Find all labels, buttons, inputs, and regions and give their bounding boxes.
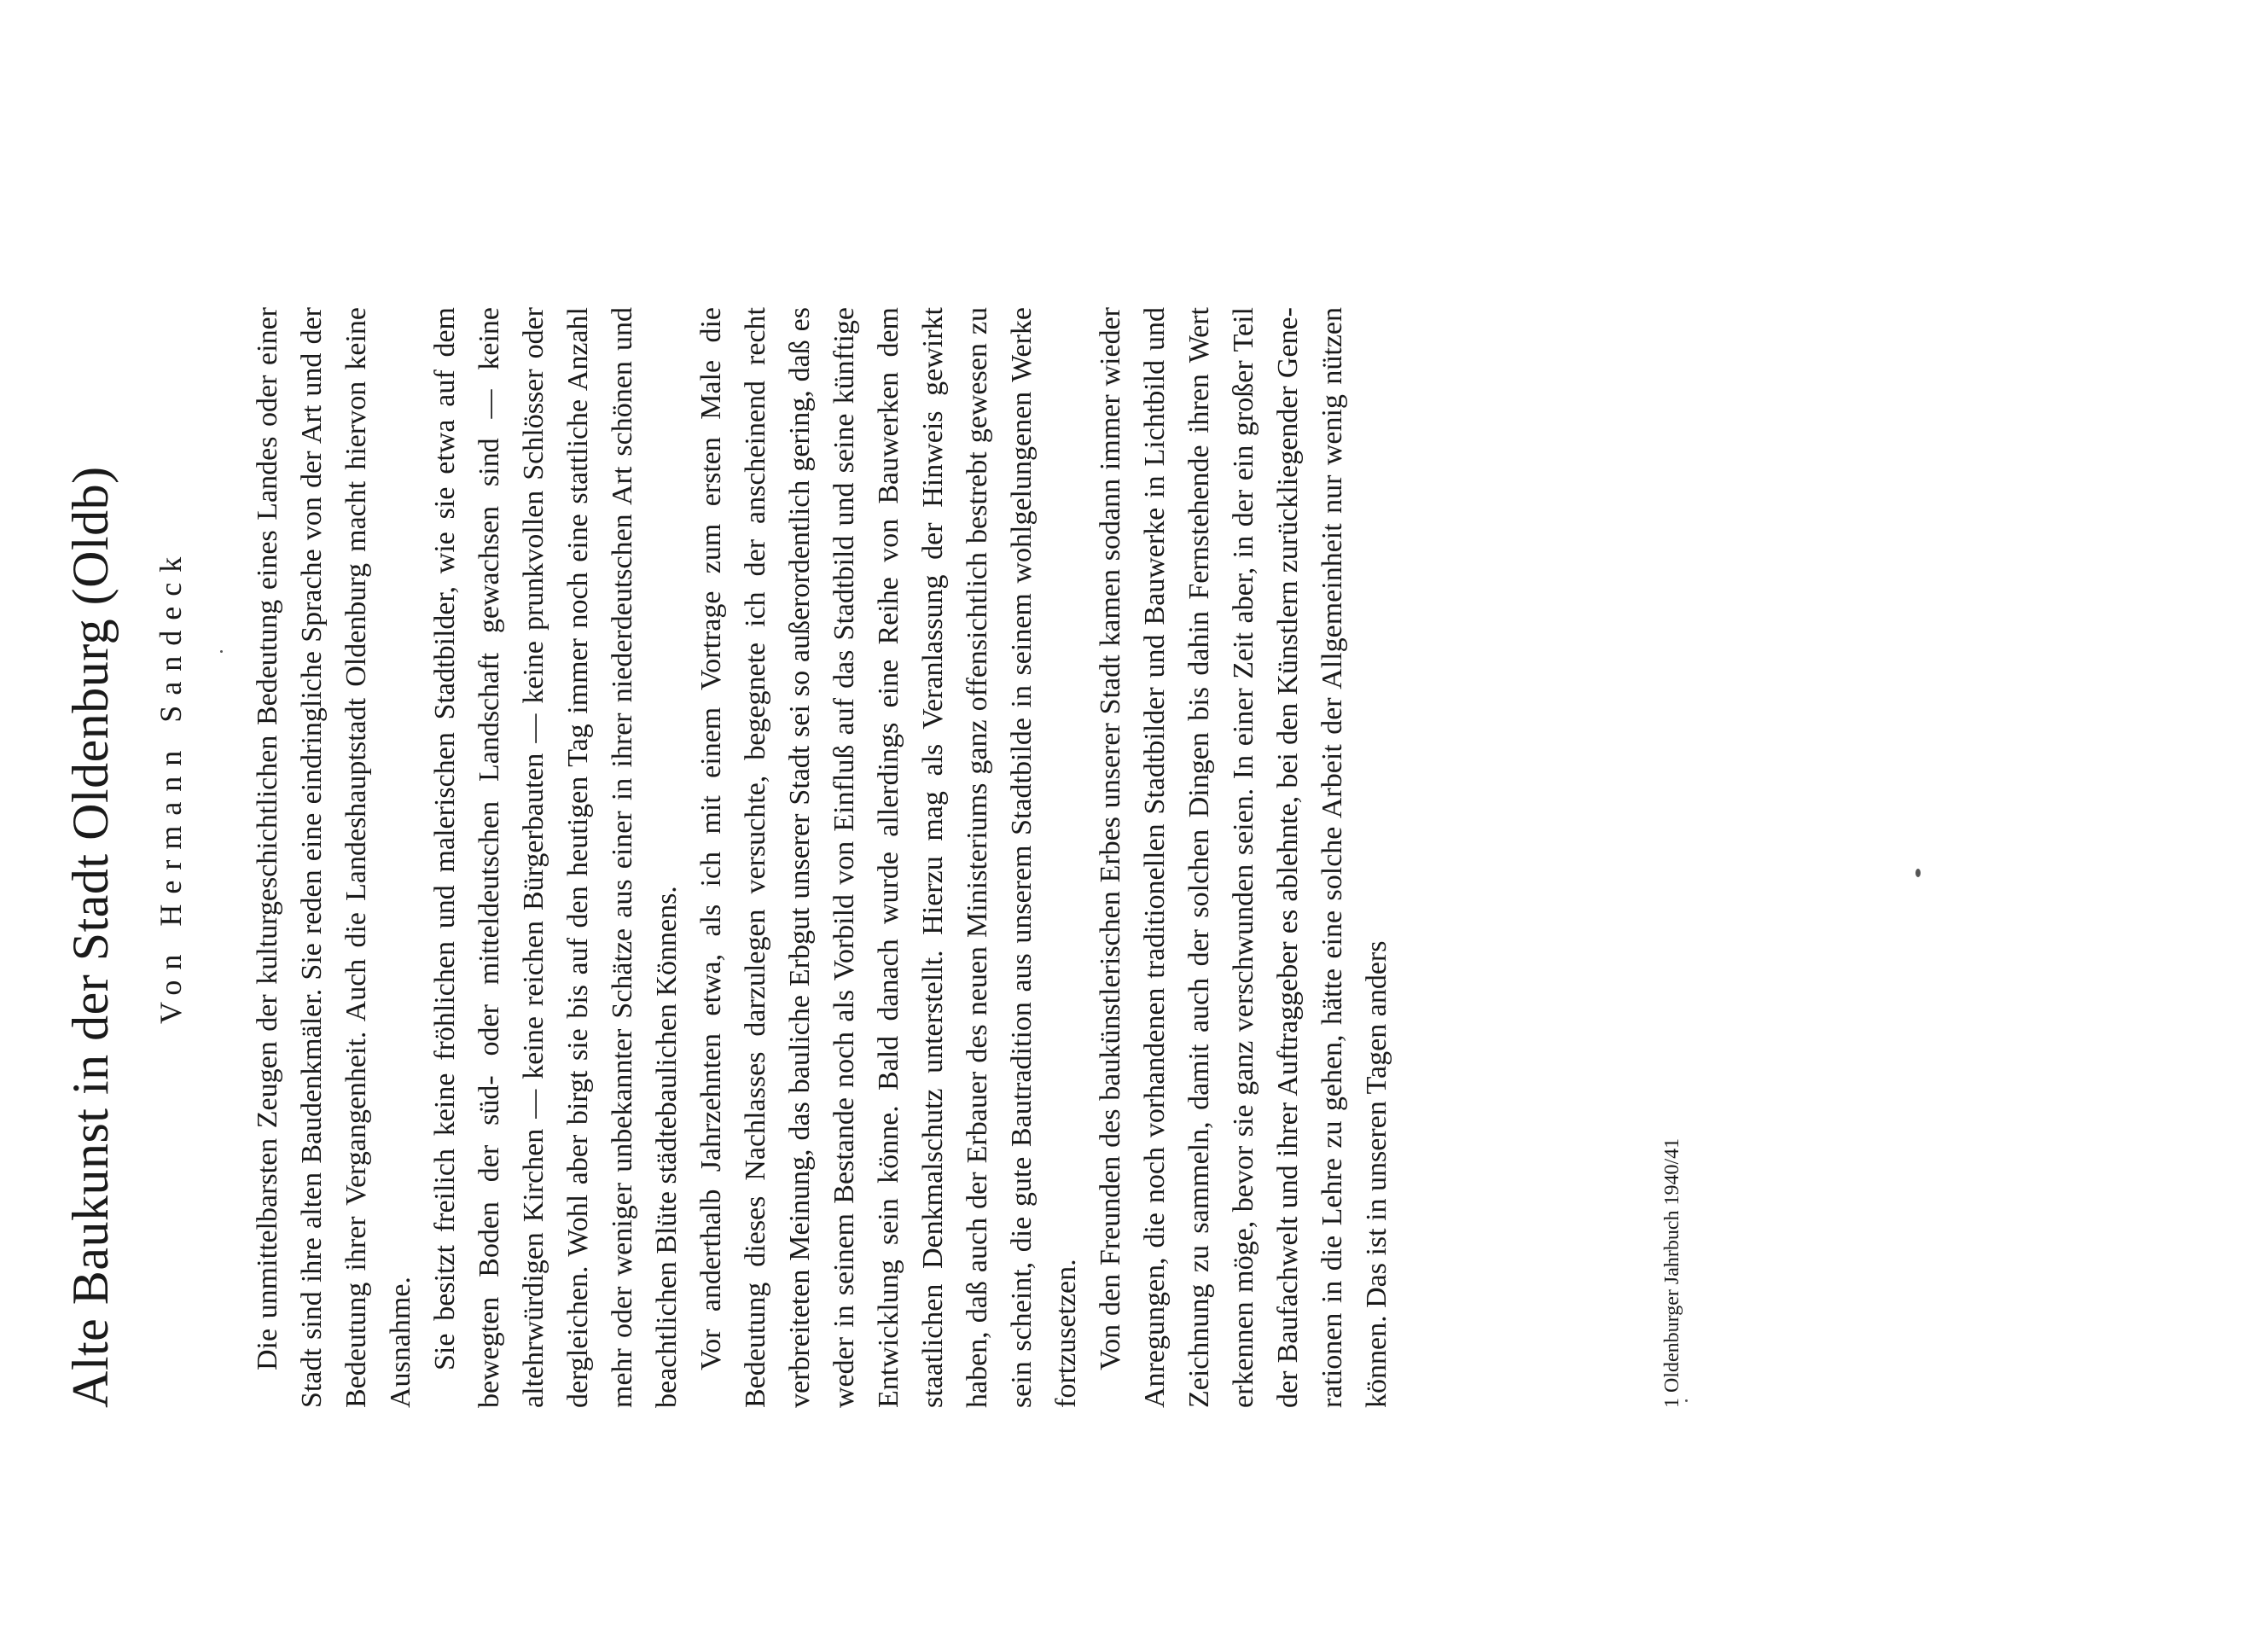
- paragraph-2: Sie besitzt freilich keine fröhlichen und malerischen Stadtbilder, wie sie etwa auf dem bewegten Boden der süd- oder mitteldeutschen Landschaft gewachsen sind — keine altehrwürdigen Kirchen — keine reichen Bürgerbauten — keine prunkvollen Schlösser oder dergleichen. Wohl aber birgt sie bis auf den heutigen Tag immer noch eine stattliche Anzahl mehr oder weniger unbekannter Schätze aus einer in ihrer niederdeutschen Art schönen und beachtlichen Blüte städtebaulichen Könnens.: [429, 307, 683, 1408]
- paragraph-4: Von den Freunden des baukünstlerischen Erbes unserer Stadt kamen sodann immer wieder Anregungen, die noch vorhandenen traditionellen Stadtbilder und Bauwerke in Lichtbild und Zeichnung zu sammeln, damit auch der solchen Dingen bis dahin Fernstehende ihren Wert erkennen möge, bevor sie ganz verschwunden seien. In einer Zeit aber, in der ein großer Teil der Baufachwelt und ihrer Auftraggeber es ablehnte, bei den Künstlern zurückliegender Generationen in die Lehre zu gehen, hätte eine solche Arbeit der Allgemeinheit nur wenig nützen können. Das ist in unseren Tagen anders: [1095, 307, 1392, 1408]
- article-title: Alte Baukunst in der Stadt Oldenburg (Oldb): [62, 466, 119, 1408]
- scan-speck: [1915, 869, 1921, 877]
- paragraph-3: Vor anderthalb Jahrzehnten etwa, als ich mit einem Vortrage zum ersten Male die Bedeutung dieses Nachlasses darzulegen versuchte, begegnete ich der anscheinend recht verbreiteten Meinung, das bauliche Erbgut unserer Stadt sei so außerordentlich gering, daß es weder in seinem Bestande noch als Vorbild von Einfluß auf das Stadtbild und seine künftige Entwicklung sein könne. Bald danach wurde allerdings eine Reihe von Bauwerken dem staatlichen Denkmalschutz unterstellt. Hierzu mag als Veranlassung der Hinweis gewirkt haben, daß auch der Erbauer des neuen Ministeriums ganz offensichtlich bestrebt gewesen zu sein scheint, die gute Bautradition aus unserem Stadtbilde in seinem wohlgelungenen Werke fortzusetzen.: [695, 307, 1082, 1408]
- scan-speck: [1685, 1399, 1688, 1402]
- scan-speck: [220, 650, 223, 653]
- author-line: Von Hermann Sandeck: [154, 546, 188, 1024]
- article-body: [246, 307, 1399, 1408]
- page-footer: 1 Oldenburger Jahrbuch 1940/41: [1661, 1137, 1683, 1408]
- rotated-text-block: [60, 256, 1783, 1408]
- paragraph-1: Die unmittelbarsten Zeugen der kulturgeschichtlichen Bedeutung eines Landes oder einer Stadt sind ihre alten Baudenkmäler. Sie reden eine eindringliche Sprache von der Art und der Bedeutung ihrer Vergangenheit. Auch die Landeshauptstadt Oldenburg macht hiervon keine Ausnahme.: [252, 307, 416, 1408]
